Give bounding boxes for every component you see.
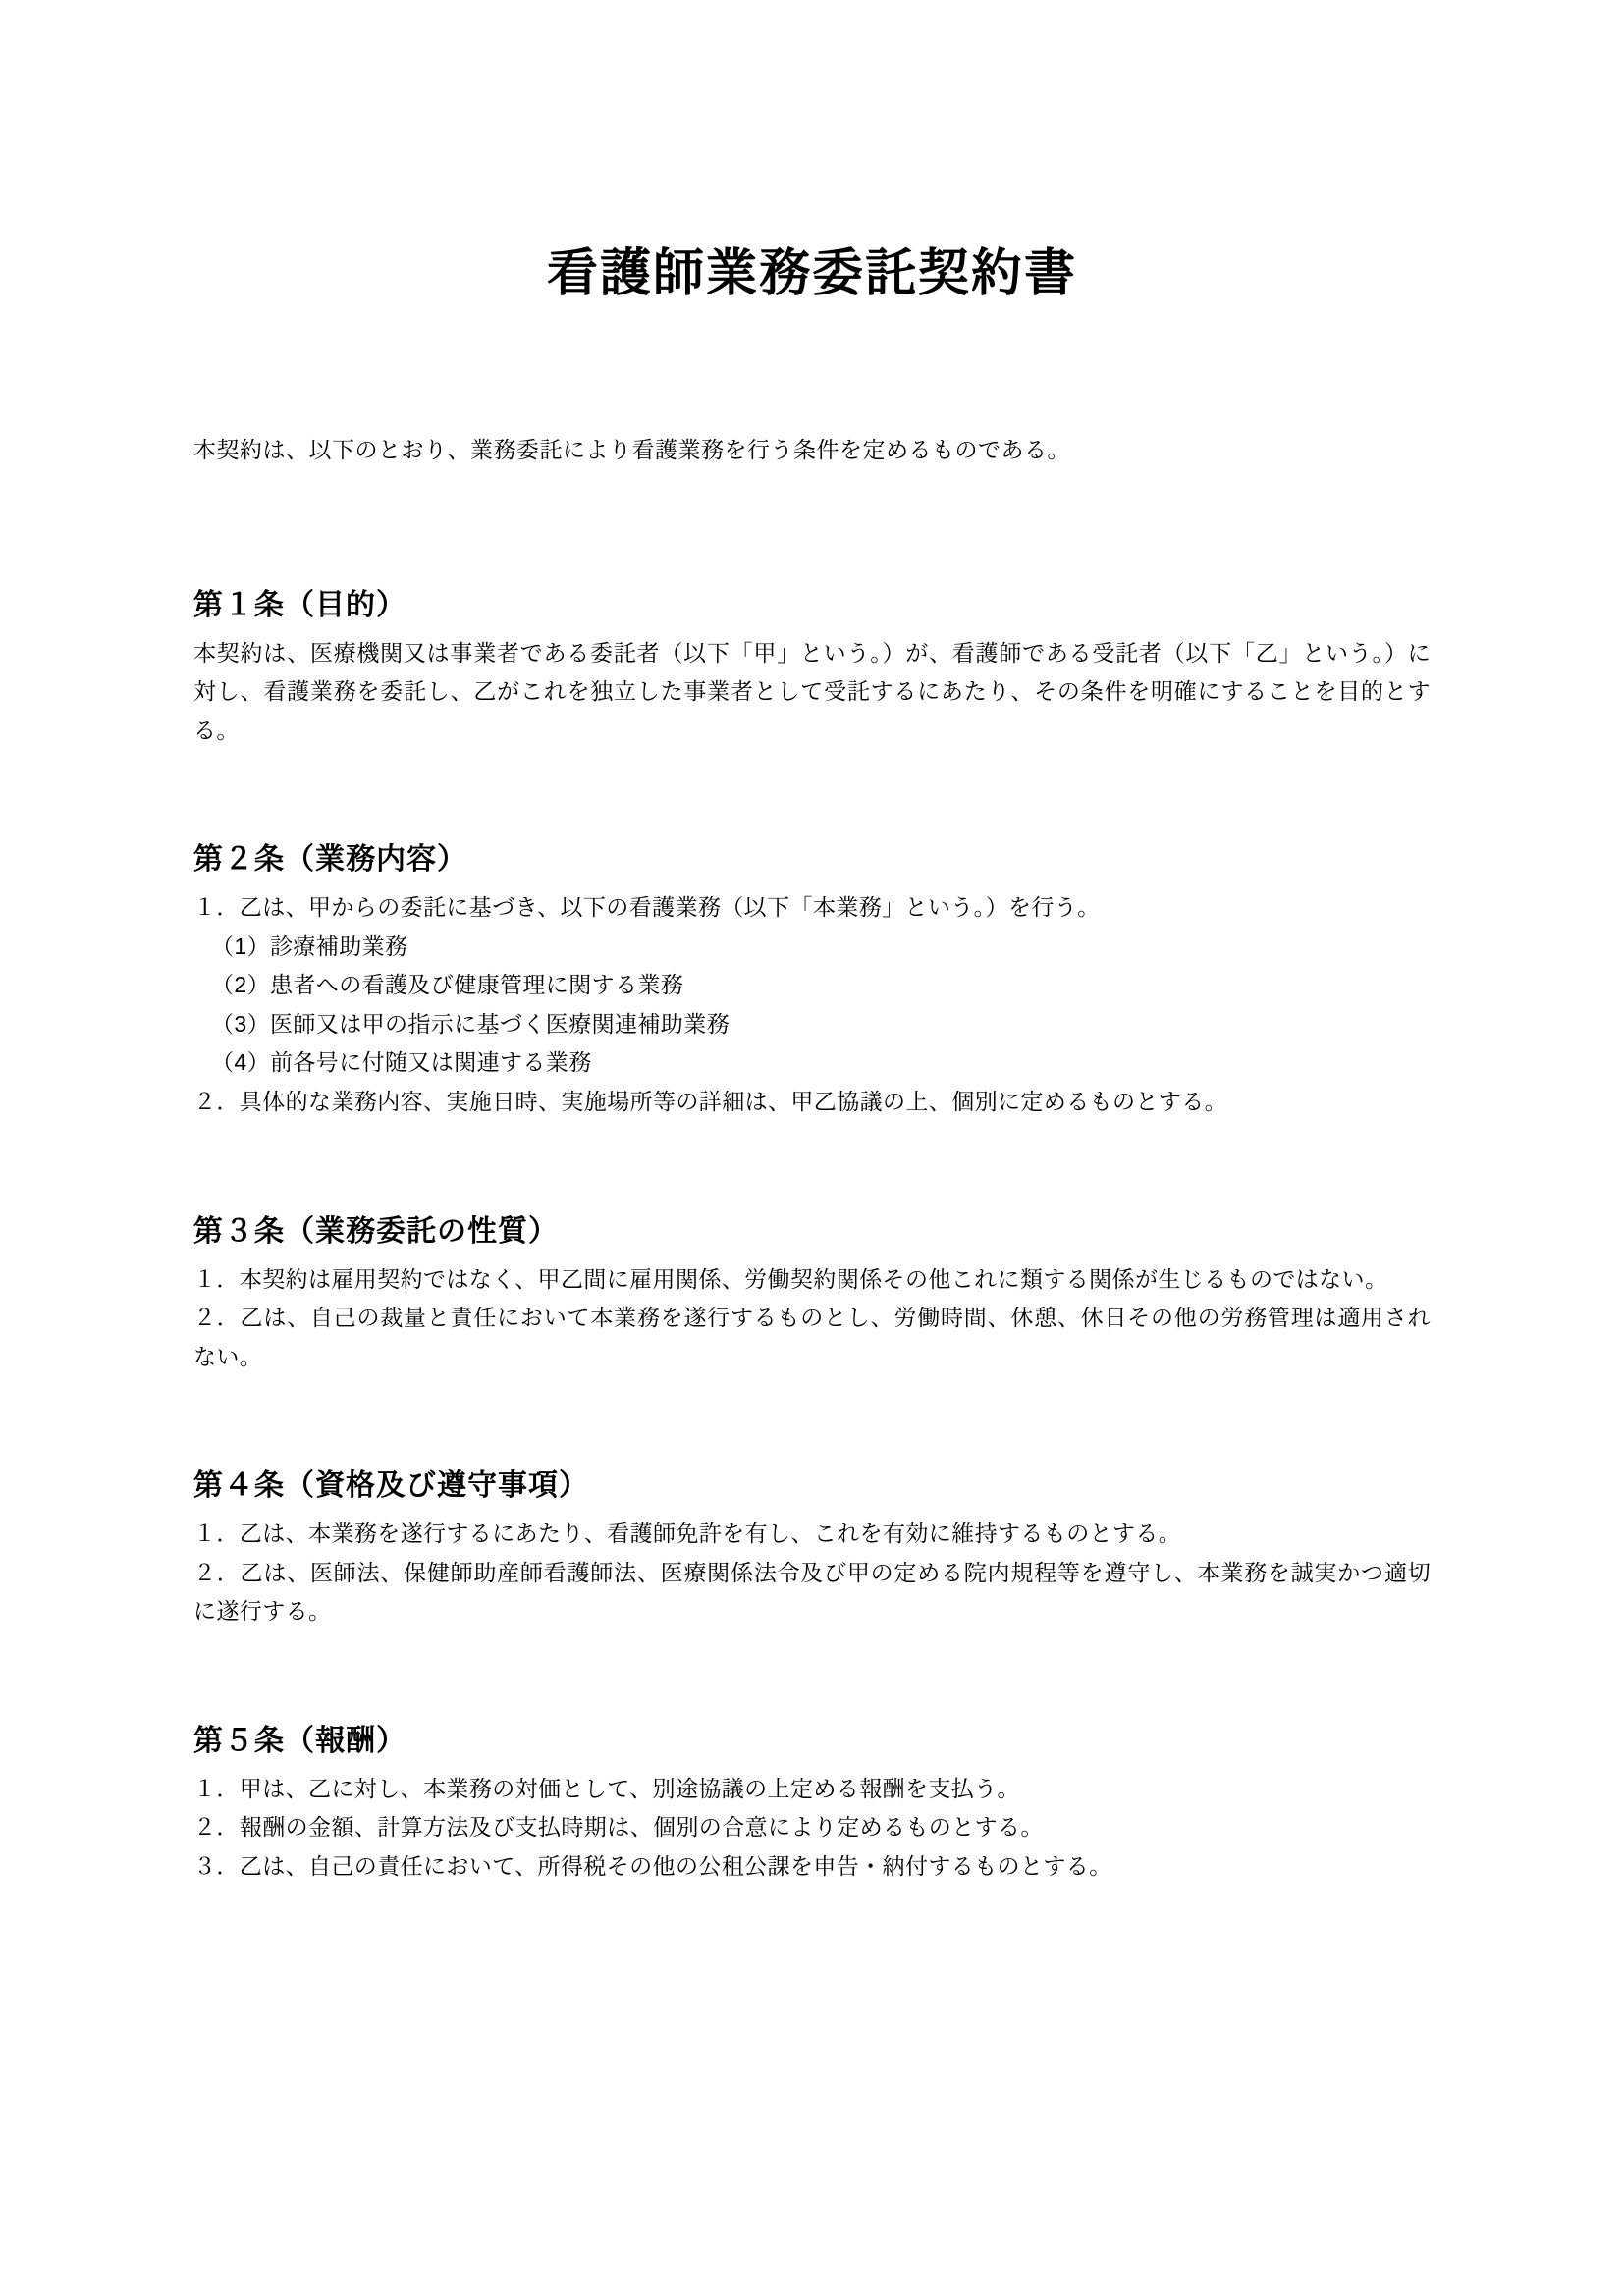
- article-2: [193, 840, 1431, 1121]
- article-3-paragraph-1: １．本契約は雇用契約ではなく、甲乙間に雇用関係、労働契約関係その他これに類する関係が生じるものではない。: [193, 1265, 1388, 1292]
- article-1-heading: 第１条（目的）: [193, 588, 406, 621]
- article-2-list: [193, 928, 1431, 1083]
- article-2-heading: 第２条（業務内容）: [193, 843, 467, 877]
- article-5: [193, 1722, 1431, 1887]
- article-1-paragraph-1: 本契約は、医療機関又は事業者である委託者（以下「甲」という。）が、看護師である受託者（以下「乙」という。）に対し、看護業務を委託し、乙がこれを独立した事業者として受託するにあたり、その条件を明確にすることを目的とする。: [193, 639, 1431, 743]
- article-5-paragraph-3: ３．乙は、自己の責任において、所得税その他の公租公課を申告・納付するものとする。: [193, 1852, 1112, 1879]
- list-item: （2）患者への看護及び健康管理に関する業務: [211, 972, 684, 998]
- article-2-paragraph-2: ２．具体的な業務内容、実施日時、実施場所等の詳細は、甲乙協議の上、個別に定めるものとする。: [193, 1089, 1227, 1115]
- article-1: [193, 586, 1431, 751]
- article-4-paragraph-2: ２．乙は、医師法、保健師助産師看護師法、医療関係法令及び甲の定める院内規程等を遵守し、本業務を誠実かつ適切に遂行する。: [193, 1559, 1431, 1625]
- page-title: 看護師業務委託契約書: [546, 245, 1077, 302]
- article-5-paragraph-2: ２．報酬の金額、計算方法及び支払時期は、個別の合意により定めるものとする。: [193, 1814, 1044, 1841]
- article-5-paragraph-1: １．甲は、乙に対し、本業務の対価として、別途協議の上定める報酬を支払う。: [193, 1775, 1020, 1801]
- list-item: （1）診療補助業務: [211, 933, 408, 959]
- document-body: [193, 0, 1431, 1886]
- article-3: [193, 1212, 1431, 1377]
- article-3-paragraph-2: ２．乙は、自己の裁量と責任において本業務を遂行するものとし、労働時間、休憩、休日その他の労務管理は適用されない。: [193, 1305, 1431, 1369]
- list-item: （3）医師又は甲の指示に基づく医療関連補助業務: [211, 1010, 730, 1037]
- article-2-paragraph-1: １．乙は、甲からの委託に基づき、以下の看護業務（以下「本業務」という。）を行う。: [193, 894, 1101, 921]
- article-3-heading: 第３条（業務委託の性質）: [193, 1214, 559, 1248]
- article-4-heading: 第４条（資格及び遵守事項）: [193, 1469, 589, 1503]
- intro-paragraph: 本契約は、以下のとおり、業務委託により看護業務を行う条件を定めるものである。: [193, 437, 1070, 463]
- article-4: [193, 1467, 1431, 1631]
- list-item: （4）前各号に付随又は関連する業務: [211, 1049, 592, 1076]
- article-5-heading: 第５条（報酬）: [193, 1724, 406, 1757]
- article-4-paragraph-1: １．乙は、本業務を遂行するにあたり、看護師免許を有し、これを有効に維持するものとする。: [193, 1521, 1182, 1547]
